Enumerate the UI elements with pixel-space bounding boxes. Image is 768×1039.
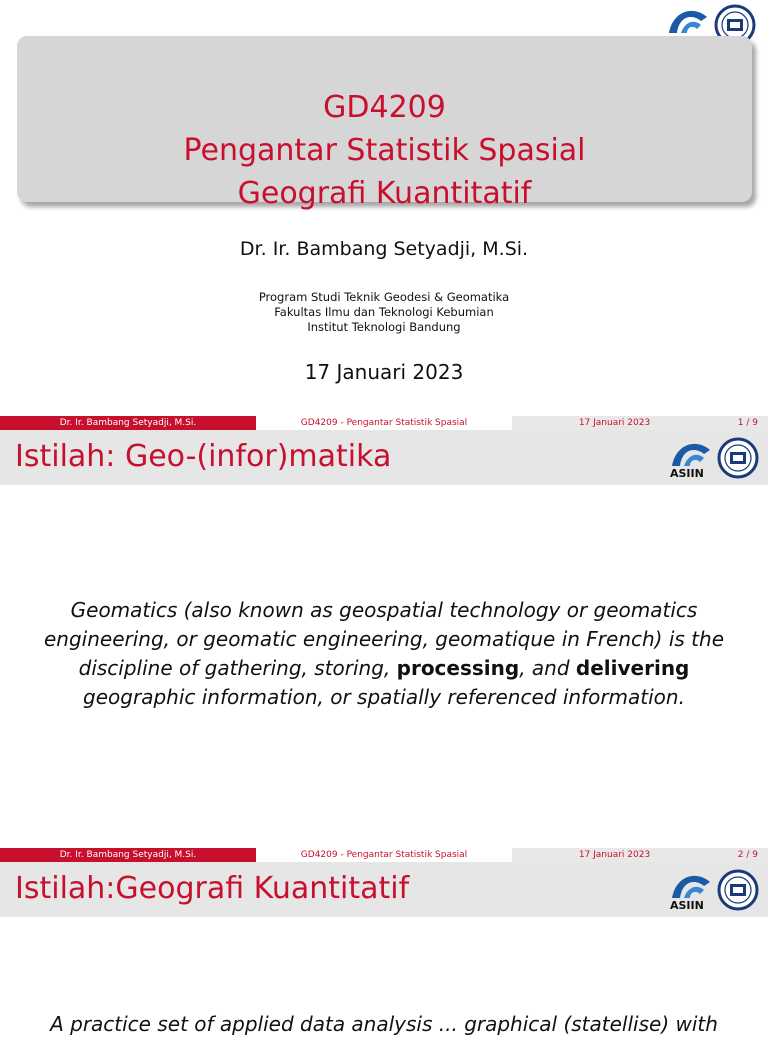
slide-title bbox=[17, 86, 752, 215]
footer-date: 17 Januari 2023 bbox=[578, 418, 651, 428]
footer-page-number: 2 / 9 bbox=[737, 850, 758, 860]
course-subtitle: Geografi Kuantitatif bbox=[237, 176, 532, 211]
institute bbox=[0, 290, 768, 335]
presentation-date: 17 Januari 2023 bbox=[304, 360, 464, 384]
title-slide bbox=[0, 0, 768, 416]
course-code: GD4209 bbox=[323, 90, 446, 125]
frame-title: Istilah:Geografi Kuantitatif bbox=[15, 871, 410, 906]
frame-header bbox=[0, 430, 768, 485]
partial-body-text: A practice set of applied data analysis ... graphical (statellise) with bbox=[50, 1012, 718, 1036]
footer-author: Dr. Ir. Bambang Setyadji, M.Si. bbox=[0, 848, 256, 862]
definition-part: , and bbox=[519, 656, 576, 680]
footer-date-page bbox=[512, 416, 768, 430]
footer-page-number: 1 / 9 bbox=[737, 418, 758, 428]
author-name: Dr. Ir. Bambang Setyadji, M.Si. bbox=[239, 238, 529, 260]
frame-title: Istilah: Geo-(infor)matika bbox=[15, 439, 392, 474]
title-box bbox=[17, 36, 752, 211]
footer-date-page bbox=[512, 848, 768, 862]
definition-part: geographic information, or spatially referenced information. bbox=[83, 685, 685, 709]
institute-line: Institut Teknologi Bandung bbox=[307, 320, 461, 334]
footer-date: 17 Januari 2023 bbox=[578, 850, 651, 860]
frame-header bbox=[0, 862, 768, 917]
course-name: Pengantar Statistik Spasial bbox=[183, 133, 586, 168]
footer-author: Dr. Ir. Bambang Setyadji, M.Si. bbox=[0, 416, 256, 430]
footer-course: GD4209 - Pengantar Statistik Spasial bbox=[256, 848, 512, 862]
institute-line: Program Studi Teknik Geodesi & Geomatika bbox=[258, 290, 510, 304]
asiin-logo bbox=[666, 436, 761, 480]
footer-bar bbox=[0, 848, 768, 862]
institute-line: Fakultas Ilmu dan Teknologi Kebumian bbox=[274, 305, 494, 319]
logo-text: ASIIN bbox=[670, 899, 704, 912]
logo-text: ASIIN bbox=[670, 467, 704, 480]
emphasis-delivering: delivering bbox=[575, 656, 690, 680]
definition-part: Geomatics (also known as geospatial technology or geomatics engineering, or geomatic engineering, geomatique in French) is the discipline of gathering, storing, bbox=[44, 598, 724, 680]
footer-course: GD4209 - Pengantar Statistik Spasial bbox=[256, 416, 512, 430]
asiin-logo bbox=[666, 868, 761, 912]
definition-text bbox=[20, 596, 748, 712]
emphasis-processing: processing bbox=[396, 656, 520, 680]
footer-bar bbox=[0, 416, 768, 430]
